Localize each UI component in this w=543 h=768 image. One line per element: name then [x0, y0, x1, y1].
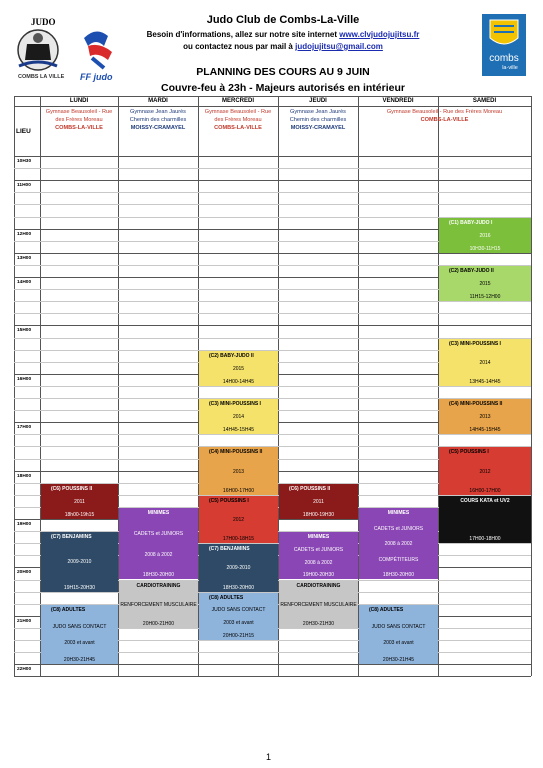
- class-block: [41, 484, 118, 519]
- class-block-line: 16H00-17H00: [469, 487, 501, 494]
- class-block-line: (C8) ADULTES: [369, 606, 404, 613]
- class-block-line: 11H15-12H00: [469, 294, 501, 301]
- grid-line-horizontal: [14, 180, 531, 181]
- ff-judo-logo: [78, 24, 118, 86]
- day-header-mercredi: MERCREDI: [221, 98, 254, 104]
- planning-title: PLANNING DES COURS AU 9 JUIN: [196, 66, 370, 78]
- class-block: [439, 399, 531, 434]
- class-block-line: 20H30-21H45: [382, 657, 415, 664]
- class-block-line: CADETS et JUNIORS: [133, 530, 184, 537]
- day-header-vendredi: VENDREDI: [382, 98, 414, 104]
- class-block-line: CARDIOTRAINING: [136, 582, 181, 589]
- class-block-line: 20H30-21H30: [302, 620, 335, 627]
- class-block-line: (C3) MINI-POUSSINS I: [449, 340, 501, 347]
- curfew-notice: Couvre-feu à 23h - Majeurs autorisés en intérieur: [161, 82, 405, 94]
- class-block: [439, 496, 531, 543]
- class-block-line: (C2) BABY-JUDO II: [449, 267, 494, 274]
- hour-label: 17H00: [17, 425, 32, 431]
- class-block-line: 18H30-20H00: [142, 572, 175, 579]
- class-block-line: 14H45-15H45: [222, 427, 255, 434]
- class-block-line: 2011: [313, 498, 324, 505]
- logo-top-text: JUDO: [31, 17, 56, 27]
- class-block-line: CARDIOTRAINING: [296, 582, 341, 589]
- class-block-line: 18H30-20H00: [222, 584, 255, 591]
- class-block-line: 19H00-20H30: [302, 572, 335, 579]
- class-block-line: CADETS et JUNIORS: [293, 546, 344, 553]
- grid-line-horizontal: [14, 168, 531, 169]
- class-block-line: 16H00-17H00: [222, 487, 255, 494]
- venue-name: Gymnase Jean Jaurès Chemin des charmilles: [289, 109, 347, 123]
- class-block: [439, 218, 531, 253]
- class-block-line: (C6) POUSSINS II: [289, 485, 331, 492]
- club-title: Judo Club de Combs-La-Ville: [206, 14, 360, 26]
- grid-line-horizontal: [14, 301, 531, 302]
- class-block-line: 18H30-20H00: [382, 572, 415, 579]
- grid-line-horizontal: [14, 325, 531, 326]
- class-block-line: (C8) ADULTES: [51, 606, 86, 613]
- class-block-line: 2012: [479, 468, 491, 475]
- hour-label: 20H00: [17, 570, 32, 576]
- lieu-label: LIEU: [16, 128, 31, 135]
- schedule-grid: [14, 96, 531, 686]
- class-block-line: (C7) BENJAMINS: [51, 534, 92, 541]
- venue-cell: [120, 108, 196, 132]
- logo-city-text: combs: [489, 53, 519, 64]
- class-block: [279, 532, 358, 579]
- class-block-line: 2003 et avant: [383, 640, 414, 647]
- class-block-line: 20H00-21H00: [142, 620, 175, 627]
- class-block-line: JUDO SANS CONTACT: [52, 623, 107, 630]
- class-block: [41, 605, 118, 665]
- grid-line-horizontal: [14, 204, 531, 205]
- class-block-line: RENFORCEMENT MUSCULAIRE: [120, 601, 197, 608]
- grid-line-horizontal: [14, 192, 531, 193]
- contact-prefix: ou contactez nous par mail à: [183, 42, 296, 51]
- class-block-line: 18H00-19H30: [302, 511, 335, 518]
- venue-cell: [360, 108, 529, 124]
- venue-city: COMBS-LA-VILLE: [214, 125, 262, 131]
- hour-label: 18H00: [17, 473, 32, 479]
- contact-line: [118, 42, 448, 51]
- class-block-line: (C5) POUSSINS I: [209, 497, 249, 504]
- class-block: [359, 605, 438, 665]
- day-header-jeudi: JEUDI: [309, 98, 327, 104]
- class-block-line: (C1) BABY-JUDO I: [449, 219, 493, 226]
- hour-label: 13H00: [17, 255, 32, 261]
- venue-city: COMBS-LA-VILLE: [55, 125, 103, 131]
- day-header-lundi: LUNDI: [69, 98, 89, 104]
- venue-cell: [42, 108, 116, 132]
- grid-line-horizontal: [14, 253, 531, 254]
- venue-city: MOISSY-CRAMAYEL: [130, 125, 186, 131]
- class-block-line: 2009-2010: [67, 559, 92, 566]
- class-block: [119, 581, 198, 628]
- class-block: [199, 399, 278, 434]
- class-block-line: (C3) MINI-POUSSINS I: [209, 401, 261, 407]
- class-block-line: 2008 à 2002: [304, 559, 333, 566]
- class-block: [199, 447, 278, 494]
- hour-label: 10H30: [17, 159, 32, 164]
- class-block: [279, 484, 358, 519]
- grid-line-horizontal: [14, 386, 531, 387]
- day-header-samedi: SAMEDI: [472, 98, 497, 104]
- class-block: [279, 581, 358, 628]
- class-block-line: 14H45-15H45: [469, 427, 501, 434]
- class-block-line: 2014: [232, 414, 245, 421]
- class-block-line: 2011: [74, 498, 85, 505]
- grid-line-horizontal: [14, 106, 531, 107]
- grid-line-horizontal: [14, 313, 531, 314]
- grid-line-horizontal: [14, 664, 531, 665]
- class-block: [199, 593, 278, 640]
- hour-label: 21H00: [17, 618, 32, 624]
- class-block: [199, 496, 278, 543]
- class-block: [439, 447, 531, 494]
- class-block-line: COMPÉTITEURS: [378, 556, 419, 563]
- class-block-line: 2014: [479, 359, 491, 366]
- class-block: [359, 508, 438, 580]
- class-block-line: 2015: [232, 365, 245, 372]
- class-block-line: 2013: [479, 414, 491, 421]
- hour-label: 11H00: [17, 183, 31, 189]
- class-block-line: CADETS et JUNIORS: [373, 525, 424, 532]
- class-block-line: (C2) BABY-JUDO II: [209, 352, 254, 359]
- class-block-line: 2013: [232, 468, 245, 475]
- venue-name: Gymnase Jean Jaurès Chemin des charmilles: [129, 109, 187, 123]
- class-block-line: 2008 à 2002: [384, 541, 413, 548]
- class-block-line: COURS KATA et UV2: [460, 497, 510, 504]
- grid-line-horizontal: [14, 96, 531, 97]
- venue-cell: [200, 108, 276, 132]
- class-block-line: 2015: [479, 281, 491, 288]
- grid-line-horizontal: [14, 676, 531, 677]
- class-block-line: (C6) POUSSINS II: [51, 485, 93, 492]
- class-block-line: RENFORCEMENT MUSCULAIRE: [280, 601, 357, 608]
- day-header-mardi: MARDI: [148, 98, 168, 104]
- class-block-line: 19H15-20H30: [63, 584, 96, 591]
- class-block-line: (C4) MINI-POUSSINS II: [209, 449, 263, 456]
- class-block-line: 2016: [479, 232, 491, 239]
- class-block-line: 2003 et avant: [223, 620, 254, 627]
- class-block-line: 17H00-18H15: [222, 536, 255, 543]
- club-logo: [13, 14, 75, 82]
- class-block-line: (C7) BENJAMINS: [209, 546, 250, 553]
- class-block-line: 17H00-18H00: [469, 536, 501, 543]
- grid-line-horizontal: [14, 156, 531, 157]
- venue-name: Gymnase Beausoleil - Rue des Frères Moreau: [45, 109, 113, 123]
- class-block-line: 2012: [232, 516, 245, 523]
- class-block: [439, 266, 531, 301]
- venue-cell: [280, 108, 356, 132]
- class-block: [41, 532, 118, 592]
- class-block-line: MINIMES: [387, 509, 410, 516]
- class-block-line: (C8) ADULTES: [209, 594, 244, 601]
- email-link[interactable]: judojujitsu@gmail.com: [295, 42, 383, 51]
- class-block: [119, 508, 198, 580]
- site-link[interactable]: www.clvjudojujitsu.fr: [339, 30, 420, 39]
- hour-label: 22H00: [17, 667, 32, 673]
- combs-la-ville-logo: [482, 14, 526, 76]
- venue-city: COMBS-LA-VILLE: [420, 117, 469, 123]
- hour-label: 19H00: [17, 522, 32, 527]
- page-number: 1: [266, 752, 272, 762]
- ff-judo-label: FF judo: [80, 72, 113, 82]
- class-block-line: MINIMES: [307, 534, 330, 541]
- class-block-line: 20H00-21H15: [222, 632, 255, 639]
- class-block-line: 14H00-14H45: [222, 378, 255, 385]
- grid-line-vertical: [531, 96, 532, 676]
- class-block: [439, 339, 531, 386]
- hour-label: 16H00: [17, 376, 32, 382]
- venue-city: MOISSY-CRAMAYEL: [290, 125, 346, 131]
- class-block-line: 18h00-19h15: [64, 511, 95, 518]
- logo-bottom-text: COMBS LA VILLE: [18, 74, 65, 80]
- class-block-line: JUDO SANS CONTACT: [211, 607, 266, 614]
- venue-name: Gymnase Beausoleil - Rue des Frères Moreau: [386, 109, 503, 115]
- info-line: [118, 30, 448, 39]
- class-block-line: 2009-2010: [226, 565, 251, 572]
- class-block-line: 2008 à 2002: [144, 551, 173, 558]
- class-block-line: 13H45-14H45: [469, 378, 501, 385]
- class-block-line: JUDO SANS CONTACT: [371, 623, 426, 630]
- hour-label: 15H00: [17, 328, 32, 334]
- class-block-line: 20H30-21H45: [63, 657, 96, 664]
- hour-label: 14H00: [17, 280, 32, 285]
- class-block: [199, 544, 278, 591]
- class-block-line: 10H30-11H15: [469, 245, 501, 252]
- grid-line-horizontal: [14, 434, 531, 435]
- class-block-line: MINIMES: [147, 509, 170, 516]
- class-block-line: (C4) MINI-POUSSINS II: [449, 401, 503, 407]
- info-prefix: Besoin d'informations, allez sur notre site internet: [146, 30, 340, 39]
- class-block: [199, 351, 278, 386]
- class-block-line: (C5) POUSSINS I: [449, 449, 489, 456]
- class-block-line: 2003 et avant: [64, 640, 95, 647]
- hour-label: 12H00: [17, 231, 32, 237]
- venue-name: Gymnase Beausoleil - Rue des Frères Moreau: [204, 109, 272, 123]
- logo-city-sub: la-ville: [502, 65, 518, 71]
